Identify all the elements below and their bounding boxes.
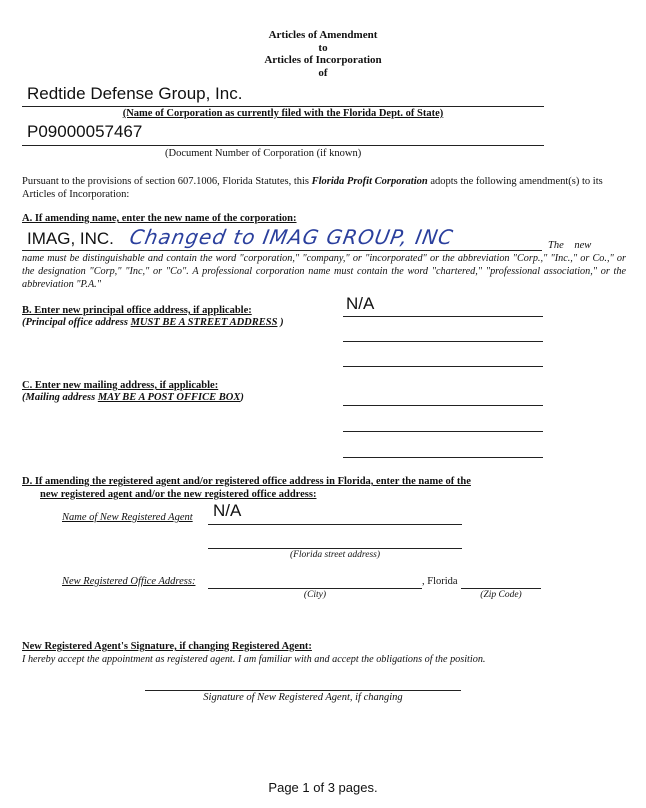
- section-a-note-tail: The new: [548, 240, 592, 251]
- section-b-sub-em: MUST BE A STREET ADDRESS: [130, 317, 278, 328]
- header-to: to: [318, 41, 328, 54]
- section-c-sub-post: ): [240, 392, 244, 403]
- street-address-line: [208, 548, 462, 549]
- section-b-line-2: [343, 341, 543, 342]
- section-b-line-1: [343, 316, 543, 317]
- section-b-line-3: [343, 366, 543, 367]
- document-number-line: [22, 145, 544, 146]
- document-header: [0, 29, 646, 79]
- section-c-sub-em: MAY BE A POST OFFICE BOX: [97, 392, 241, 403]
- street-address-caption: (Florida street address): [289, 550, 381, 560]
- registered-agent-value: N/A: [213, 501, 242, 520]
- document-number-caption: (Document Number of Corporation (if known): [165, 148, 362, 159]
- zip-code-caption: (Zip Code): [480, 590, 522, 600]
- section-b-value: N/A: [346, 294, 375, 313]
- document-number: P09000057467: [27, 122, 143, 141]
- page-number: Page 1 of 3 pages.: [268, 780, 378, 795]
- city-line: [208, 588, 422, 589]
- signature-line: [145, 690, 461, 691]
- signature-heading-text: New Registered Agent's Signature, if changing Registered Agent:: [22, 641, 312, 652]
- corporation-name-line: [22, 106, 544, 107]
- corporation-name-caption: (Name of Corporation as currently filed with the Florida Dept. of State): [122, 108, 444, 119]
- intro-text-post: adopts the following amendment(s) to its Articles of Incorporation:: [22, 176, 603, 200]
- intro-text-pre: Pursuant to the provisions of section 607.1006, Florida Statutes, this: [22, 176, 312, 187]
- section-d-heading-line2: new registered agent and/or the new registered office address:: [40, 488, 317, 500]
- corporation-name: Redtide Defense Group, Inc.: [27, 84, 243, 103]
- section-d-heading: [22, 476, 471, 501]
- section-b-sub-post: ): [277, 317, 284, 328]
- section-a-new-name: IMAG, INC.: [27, 229, 114, 248]
- section-a-heading: [22, 213, 297, 224]
- signature-statement: I hereby accept the appointment as registered agent. I am familiar with and accept the obligations of the position.: [22, 654, 486, 665]
- section-b-subheading: [22, 317, 284, 328]
- signature-caption: Signature of New Registered Agent, if changing: [203, 692, 403, 703]
- section-a-name-line: [22, 250, 542, 251]
- intro-corporation-type: Florida Profit Corporation: [311, 176, 428, 187]
- section-d-heading-line1: D. If amending the registered agent and/or registered office address in Florida, enter the name of the: [22, 476, 471, 487]
- registered-agent-label: Name of New Registered Agent: [62, 512, 193, 523]
- section-a-heading-text: A. If amending name, enter the new name of the corporation:: [22, 213, 297, 224]
- section-c-subheading: [22, 392, 244, 403]
- intro-paragraph: [22, 176, 626, 201]
- section-a-naming-requirements: name must be distinguishable and contain the word "corporation," "company," or "incorporated" or the abbreviation "Corp.," "Inc.," or Co.," or the designation "Corp," "Inc," or "Co". A professional corporation name must contain the word "chartered," "professional association," or the abbreviation "P.A.": [22, 253, 626, 290]
- section-c-line-1: [343, 405, 543, 406]
- section-b-heading-text: B. Enter new principal office address, if applicable:: [22, 305, 252, 316]
- registered-office-label: New Registered Office Address:: [62, 576, 196, 587]
- city-caption: (City): [303, 590, 327, 600]
- section-b-sub-pre: (Principal office address: [22, 317, 131, 328]
- signature-heading: [22, 641, 312, 652]
- section-c-heading: [22, 380, 218, 391]
- section-c-heading-text: C. Enter new mailing address, if applicable:: [22, 380, 219, 391]
- header-of: of: [318, 66, 328, 79]
- section-c-line-3: [343, 457, 543, 458]
- section-c-line-2: [343, 431, 543, 432]
- registered-agent-line: [208, 524, 462, 525]
- zip-code-line: [461, 588, 541, 589]
- state-label: , Florida: [422, 576, 458, 587]
- section-a-handwritten-note: Changed to IMAG GROUP, INC: [127, 225, 456, 249]
- section-c-sub-pre: (Mailing address: [22, 392, 98, 403]
- section-b-heading: [22, 305, 252, 316]
- header-subtitle: Articles of Incorporation: [264, 54, 382, 66]
- header-title: Articles of Amendment: [268, 29, 378, 41]
